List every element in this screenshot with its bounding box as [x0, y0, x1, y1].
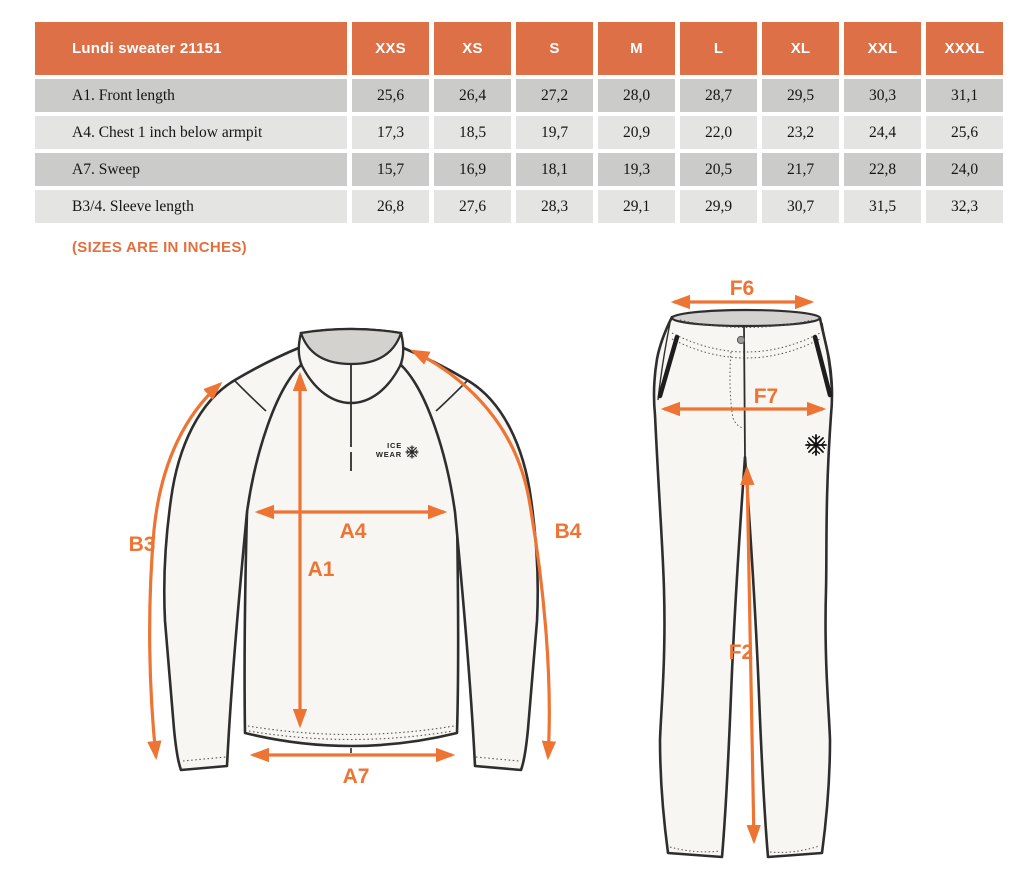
size-value: 20,5 [680, 153, 757, 186]
size-value: 25,6 [352, 79, 429, 112]
label-f7: F7 [753, 385, 779, 408]
fly-seam [744, 326, 745, 457]
size-value: 18,5 [434, 116, 511, 149]
pants-outline [654, 310, 832, 857]
size-value: 17,3 [352, 116, 429, 149]
label-a1: A1 [307, 558, 335, 581]
product-title: Lundi sweater 21151 [35, 22, 347, 75]
size-value: 32,3 [926, 190, 1003, 223]
size-value: 24,4 [844, 116, 921, 149]
size-value: 15,7 [352, 153, 429, 186]
waist-button [737, 336, 744, 343]
size-col-header: XL [762, 22, 839, 75]
table-header-row [35, 22, 1003, 75]
svg-text:WEAR: WEAR [375, 450, 402, 459]
size-value: 23,2 [762, 116, 839, 149]
label-a7: A7 [342, 765, 370, 788]
size-col-header: M [598, 22, 675, 75]
size-value: 29,9 [680, 190, 757, 223]
size-col-header: S [516, 22, 593, 75]
size-value: 21,7 [762, 153, 839, 186]
size-value: 28,7 [680, 79, 757, 112]
size-value: 16,9 [434, 153, 511, 186]
label-b3: B3 [128, 533, 156, 556]
sweater-diagram [95, 285, 615, 805]
waistband-inner [672, 310, 820, 326]
size-col-header: L [680, 22, 757, 75]
table-row [35, 153, 1003, 186]
size-value: 29,1 [598, 190, 675, 223]
measurement-label: A7. Sweep [35, 153, 347, 186]
size-value: 20,9 [598, 116, 675, 149]
size-value: 28,3 [516, 190, 593, 223]
label-b4: B4 [554, 520, 582, 543]
size-value: 19,7 [516, 116, 593, 149]
size-value: 22,0 [680, 116, 757, 149]
size-value: 31,1 [926, 79, 1003, 112]
label-f6: F6 [729, 277, 755, 300]
size-col-header: XS [434, 22, 511, 75]
table-row [35, 79, 1003, 112]
snowflake-icon [806, 435, 826, 455]
size-value: 30,7 [762, 190, 839, 223]
pants-diagram [620, 275, 1036, 885]
size-value: 26,8 [352, 190, 429, 223]
measurement-label: A1. Front length [35, 79, 347, 112]
size-value: 25,6 [926, 116, 1003, 149]
size-value: 22,8 [844, 153, 921, 186]
sweater-outline [164, 329, 538, 770]
size-value: 26,4 [434, 79, 511, 112]
size-value: 27,6 [434, 190, 511, 223]
size-col-header: XXXL [926, 22, 1003, 75]
table-row [35, 116, 1003, 149]
size-value: 28,0 [598, 79, 675, 112]
sizes-unit-note: (SIZES ARE IN INCHES) [72, 239, 247, 256]
size-col-header: XXS [352, 22, 429, 75]
snowflake-icon [406, 446, 418, 458]
size-value: 31,5 [844, 190, 921, 223]
label-f2: F2 [728, 641, 754, 664]
label-a4: A4 [339, 520, 367, 543]
size-value: 29,5 [762, 79, 839, 112]
measurement-label: A4. Chest 1 inch below armpit [35, 116, 347, 149]
table-row [35, 190, 1003, 223]
size-table [30, 18, 1008, 227]
size-value: 24,0 [926, 153, 1003, 186]
size-value: 19,3 [598, 153, 675, 186]
size-col-header: XXL [844, 22, 921, 75]
size-value: 27,2 [516, 79, 593, 112]
measurement-label: B3/4. Sleeve length [35, 190, 347, 223]
size-value: 18,1 [516, 153, 593, 186]
svg-text:ICE: ICE [387, 441, 402, 450]
size-value: 30,3 [844, 79, 921, 112]
